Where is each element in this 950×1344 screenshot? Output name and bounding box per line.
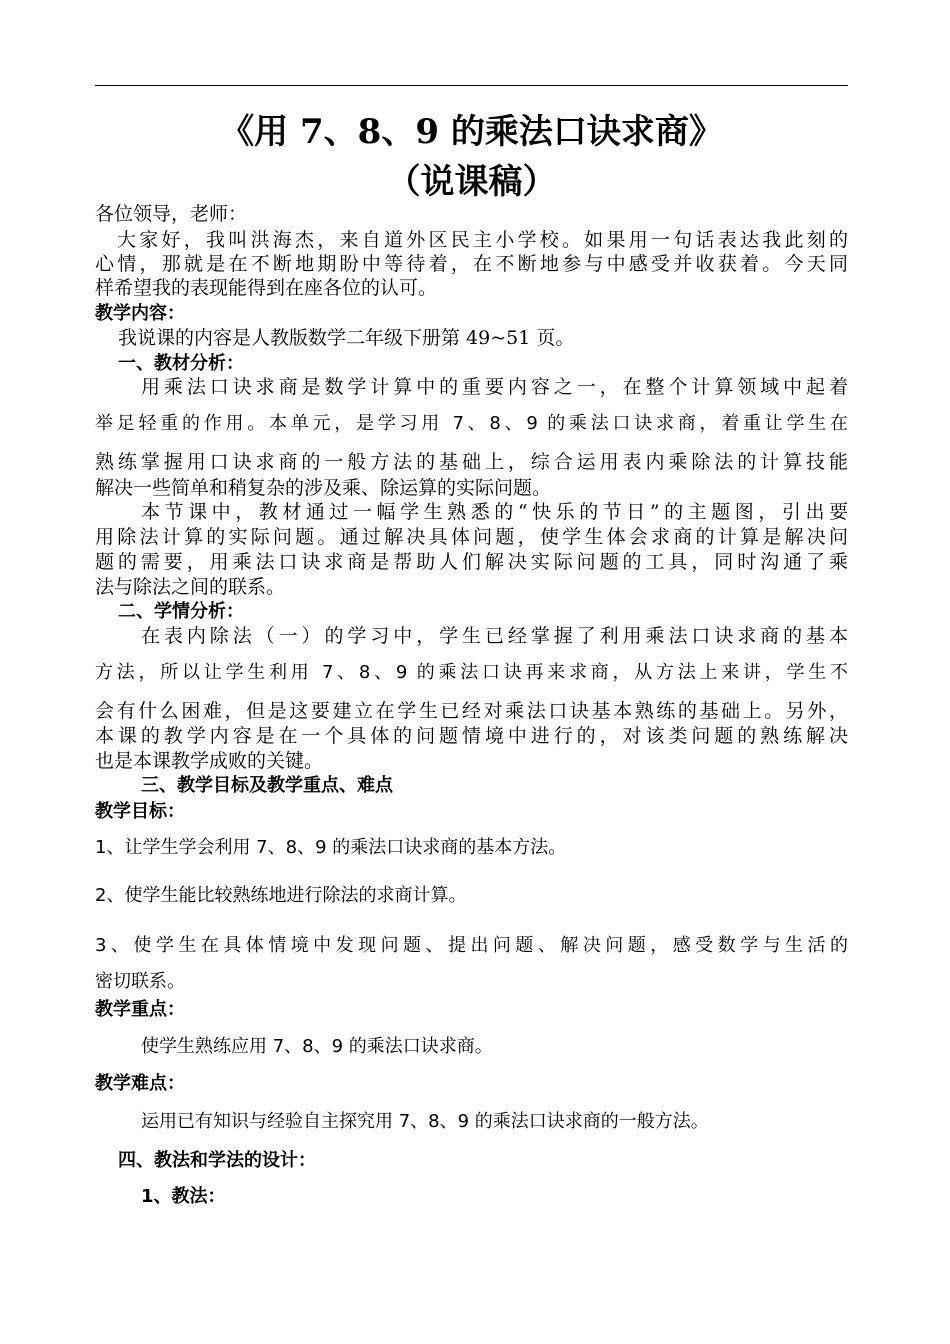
page-title: 《用 7、8、9 的乘法口诀求商》 xyxy=(220,112,723,152)
content-text: 我说课的内容是人教版数学二年级下册第 49~51 页。 xyxy=(118,327,575,349)
sec1-p2-line: 法与除法之间的联系。 xyxy=(95,576,286,598)
sec2-line: 在表内除法（一）的学习中，学生已经掌握了利用乘法口诀求商的基本 xyxy=(141,625,848,647)
sec2-line: 也是本课教学成败的关键。 xyxy=(95,750,324,772)
goal-item: 1、让学生学会利用 7、8、9 的乘法口诀求商的基本方法。 xyxy=(95,837,567,858)
difficulty-heading: 教学难点： xyxy=(95,1073,185,1094)
intro-line: 心情，那就是在不断地期盼中等待着，在不断地参与中感受并收获着。今天同 xyxy=(95,253,848,275)
greeting: 各位领导，老师： xyxy=(95,203,248,225)
goal-item: 密切联系。 xyxy=(95,971,185,992)
sec2-line: 会有什么困难，但是这要建立在学生已经对乘法口诀基本熟练的基础上。另外， xyxy=(95,700,848,722)
section-3-heading: 三、教学目标及教学重点、难点 xyxy=(141,775,393,796)
intro-line: 大家好，我叫洪海杰，来自道外区民主小学校。如果用一句话表达我此刻的 xyxy=(117,229,848,251)
sec2-line: 本课的教学内容是在一个具体的问题情境中进行的，对该类问题的熟练解决 xyxy=(95,725,848,747)
sec1-line: 熟练掌握用口诀求商的一般方法的基础上，综合运用表内乘除法的计算技能 xyxy=(95,451,848,473)
section-4-heading: 四、教法和学法的设计： xyxy=(118,1150,316,1171)
sec1-line: 举足轻重的作用。本单元，是学习用 7、8、9 的乘法口诀求商，着重让学生在 xyxy=(95,413,848,434)
goal-item: 3、使学生在具体情境中发现问题、提出问题、解决问题，感受数学与生活的 xyxy=(95,935,848,956)
sec2-line: 方法，所以让学生利用 7、8、9 的乘法口诀再来求商，从方法上来讲，学生不 xyxy=(95,662,848,683)
header-rule xyxy=(95,85,848,86)
key-heading: 教学重点： xyxy=(95,999,185,1020)
intro-line: 样希望我的表现能得到在座各位的认可。 xyxy=(95,277,438,299)
key-text: 使学生熟练应用 7、8、9 的乘法口诀求商。 xyxy=(141,1036,493,1057)
goal-item: 2、使学生能比较熟练地进行除法的求商计算。 xyxy=(95,885,467,906)
section-4-sub-1: 1、教法： xyxy=(141,1186,226,1207)
section-1-heading: 一、教材分析： xyxy=(118,353,244,374)
sec1-p2-line: 用除法计算的实际问题。通过解决具体问题，使学生体会求商的计算是解决问 xyxy=(95,526,848,548)
content-heading: 教学内容： xyxy=(95,303,185,324)
sec1-line: 用乘法口诀求商是数学计算中的重要内容之一，在整个计算领域中起着 xyxy=(141,376,848,398)
sec1-p2-line: 题的需要，用乘法口诀求商是帮助人们解决实际问题的工具，同时沟通了乘 xyxy=(95,551,848,573)
goals-heading: 教学目标： xyxy=(95,801,185,822)
sec1-line: 解决一些简单和稍复杂的涉及乘、除运算的实际问题。 xyxy=(95,477,552,499)
difficulty-text: 运用已有知识与经验自主探究用 7、8、9 的乘法口诀求商的一般方法。 xyxy=(141,1111,709,1132)
section-2-heading: 二、学情分析： xyxy=(118,601,244,622)
sec1-p2-line: 本节课中，教材通过一幅学生熟悉的“快乐的节日”的主题图，引出要 xyxy=(141,501,848,523)
page-subtitle: （说课稿） xyxy=(386,162,557,202)
